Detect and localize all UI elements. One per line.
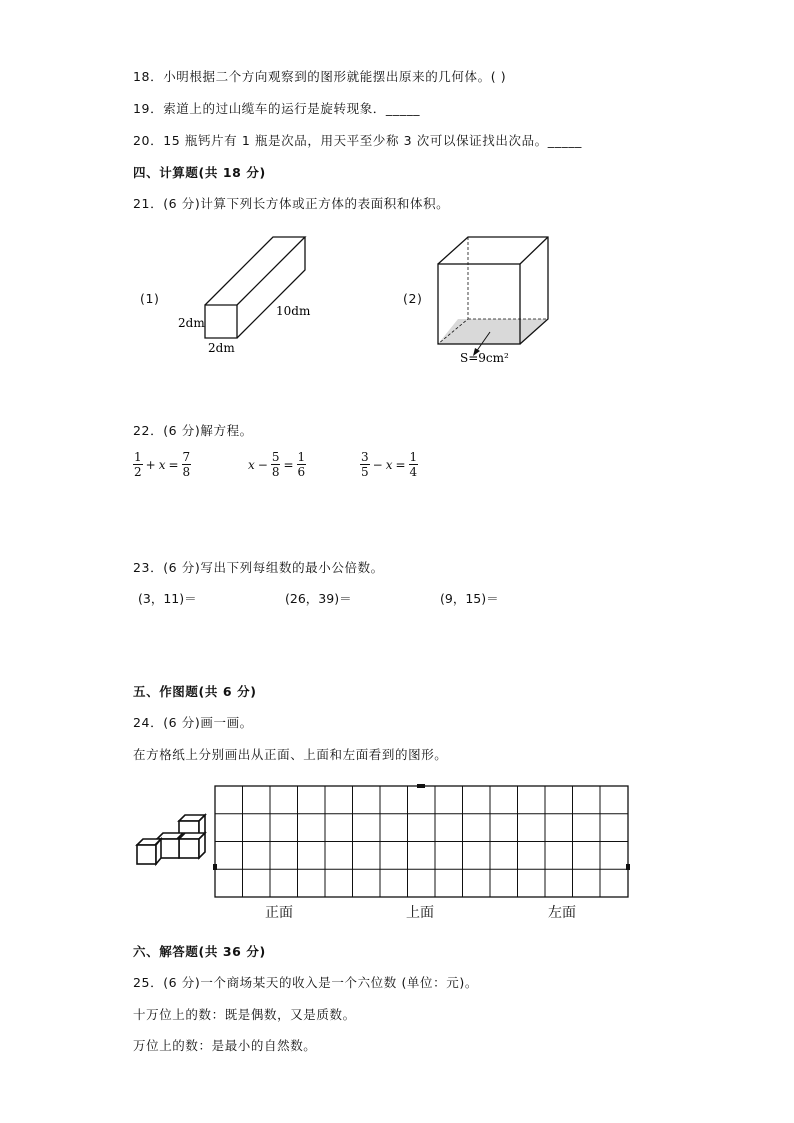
view-label-top: 上面 xyxy=(406,905,434,921)
question-18: 18．小明根据二个方向观察到的图形就能摆出原来的几何体。( ) xyxy=(133,69,507,84)
cube-area-label: S=9cm² xyxy=(460,351,509,365)
view-label-front: 正面 xyxy=(265,905,293,921)
lcm-item-3: (9，15)＝ xyxy=(440,591,499,606)
question-24: 24．(6 分)画一画。 xyxy=(133,715,253,730)
cuboid-width-label: 2dm xyxy=(208,341,235,355)
cube-figure xyxy=(430,230,560,370)
question-25-condition-1: 十万位上的数：既是偶数，又是质数。 xyxy=(133,1007,356,1022)
view-label-left: 左面 xyxy=(548,905,576,921)
cuboid-length-label: 10dm xyxy=(276,304,311,318)
figure-2-label: (2) xyxy=(403,291,423,306)
section-4-heading: 四、计算题(共 18 分) xyxy=(133,165,266,180)
question-20: 20．15 瓶钙片有 1 瓶是次品，用天平至少称 3 次可以保证找出次品。_____ xyxy=(133,133,583,148)
question-24-instruction: 在方格纸上分别画出从正面、上面和左面看到的图形。 xyxy=(133,747,448,762)
lcm-item-1: (3，11)＝ xyxy=(138,591,197,606)
question-19: 19．索道上的过山缆车的运行是旋转现象．_____ xyxy=(133,101,421,116)
drawing-grid[interactable] xyxy=(210,782,632,900)
question-25: 25．(6 分)一个商场某天的收入是一个六位数 (单位：元)。 xyxy=(133,975,478,990)
equation-2: x − $\frac{5}{8}$ = $\frac{1}{6}$ xyxy=(248,450,306,479)
question-25-condition-2: 万位上的数：是最小的自然数。 xyxy=(133,1038,317,1053)
figure-1-label: (1) xyxy=(140,291,160,306)
equation-1: $\frac{1}{2}$ + x = $\frac{7}{8}$ xyxy=(134,450,191,479)
equation-3: $\frac{3}{5}$ − x = $\frac{1}{4}$ xyxy=(361,450,418,479)
question-21: 21．(6 分)计算下列长方体或正方体的表面积和体积。 xyxy=(133,196,450,211)
question-23: 23．(6 分)写出下列每组数的最小公倍数。 xyxy=(133,560,384,575)
cuboid-figure xyxy=(170,230,340,360)
section-6-heading: 六、解答题(共 36 分) xyxy=(133,944,266,959)
cuboid-height-label: 2dm xyxy=(178,316,205,330)
section-5-heading: 五、作图题(共 6 分) xyxy=(133,684,257,699)
question-22: 22．(6 分)解方程。 xyxy=(133,423,253,438)
lcm-item-2: (26，39)＝ xyxy=(285,591,352,606)
stacked-cubes-figure xyxy=(130,810,215,870)
